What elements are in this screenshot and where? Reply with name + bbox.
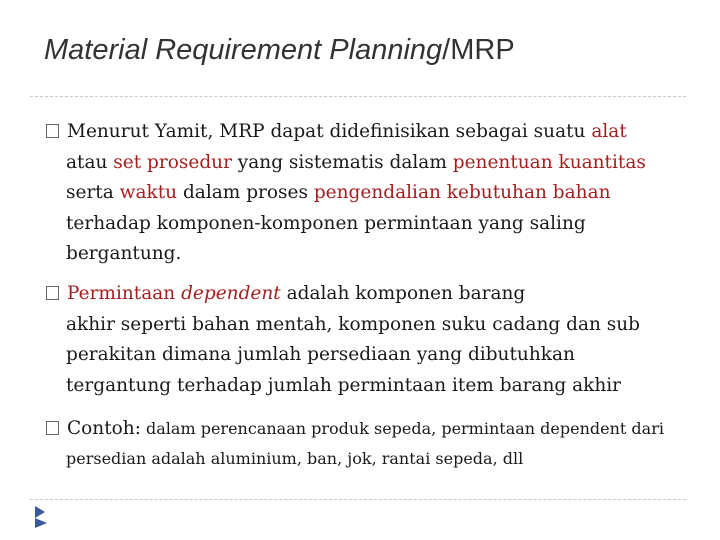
bullet-line: [46, 279, 696, 310]
highlight-term: set prosedur: [113, 151, 232, 173]
highlight-term-italic: dependent: [181, 283, 281, 304]
bottom-divider: [30, 499, 686, 500]
bullet-example: [46, 414, 696, 474]
title-plain: /MRP: [442, 34, 515, 66]
square-bullet-icon: [46, 421, 59, 435]
slide-title: [44, 34, 684, 67]
text-span: yang sistematis dalam: [231, 151, 453, 173]
nav-arrow-icon[interactable]: [35, 518, 47, 528]
bullet-line: [46, 117, 696, 148]
square-bullet-icon: [46, 124, 59, 138]
top-divider: [30, 96, 686, 97]
highlight-term: alat: [591, 121, 627, 142]
highlight-term: penentuan kuantitas: [452, 151, 646, 173]
text-span: atau: [66, 151, 114, 173]
bullet-line: persedian adalah aluminium, ban, jok, rantai sepeda, dll: [66, 449, 524, 468]
text-span: Menurut Yamit, MRP dapat didefinisikan sebagai suatu: [67, 121, 592, 142]
bullet-line: [46, 178, 696, 209]
highlight-term: Permintaan: [67, 283, 182, 304]
highlight-term: waktu: [119, 182, 178, 203]
bullet-line: akhir seperti bahan mentah, komponen suku cadang dan sub: [66, 313, 641, 335]
square-bullet-icon: [46, 286, 59, 300]
text-span: dalam perencanaan produk sepeda, permintaan dependent dari: [140, 419, 664, 438]
bullet-line: [46, 414, 696, 444]
nav-arrow-icon[interactable]: [35, 506, 45, 518]
bullet-line: bergantung.: [66, 243, 182, 264]
bullet-line: tergantung terhadap jumlah permintaan item barang akhir: [66, 374, 622, 396]
bullet-definition: [46, 117, 696, 270]
bullet-line: [46, 148, 696, 179]
example-label: Contoh:: [67, 418, 141, 439]
bullet-line: perakitan dimana jumlah persediaan yang dibutuhkan: [66, 344, 575, 365]
highlight-term: pengendalian kebutuhan bahan: [313, 182, 611, 203]
title-italic: Material Requirement Planning: [44, 34, 443, 66]
text-span: serta: [66, 182, 120, 203]
bullet-line: terhadap komponen-komponen permintaan yang saling: [66, 212, 586, 234]
text-span: dalam proses: [177, 182, 314, 203]
text-span: adalah komponen barang: [280, 283, 526, 304]
bullet-dependent-demand: [46, 279, 696, 401]
